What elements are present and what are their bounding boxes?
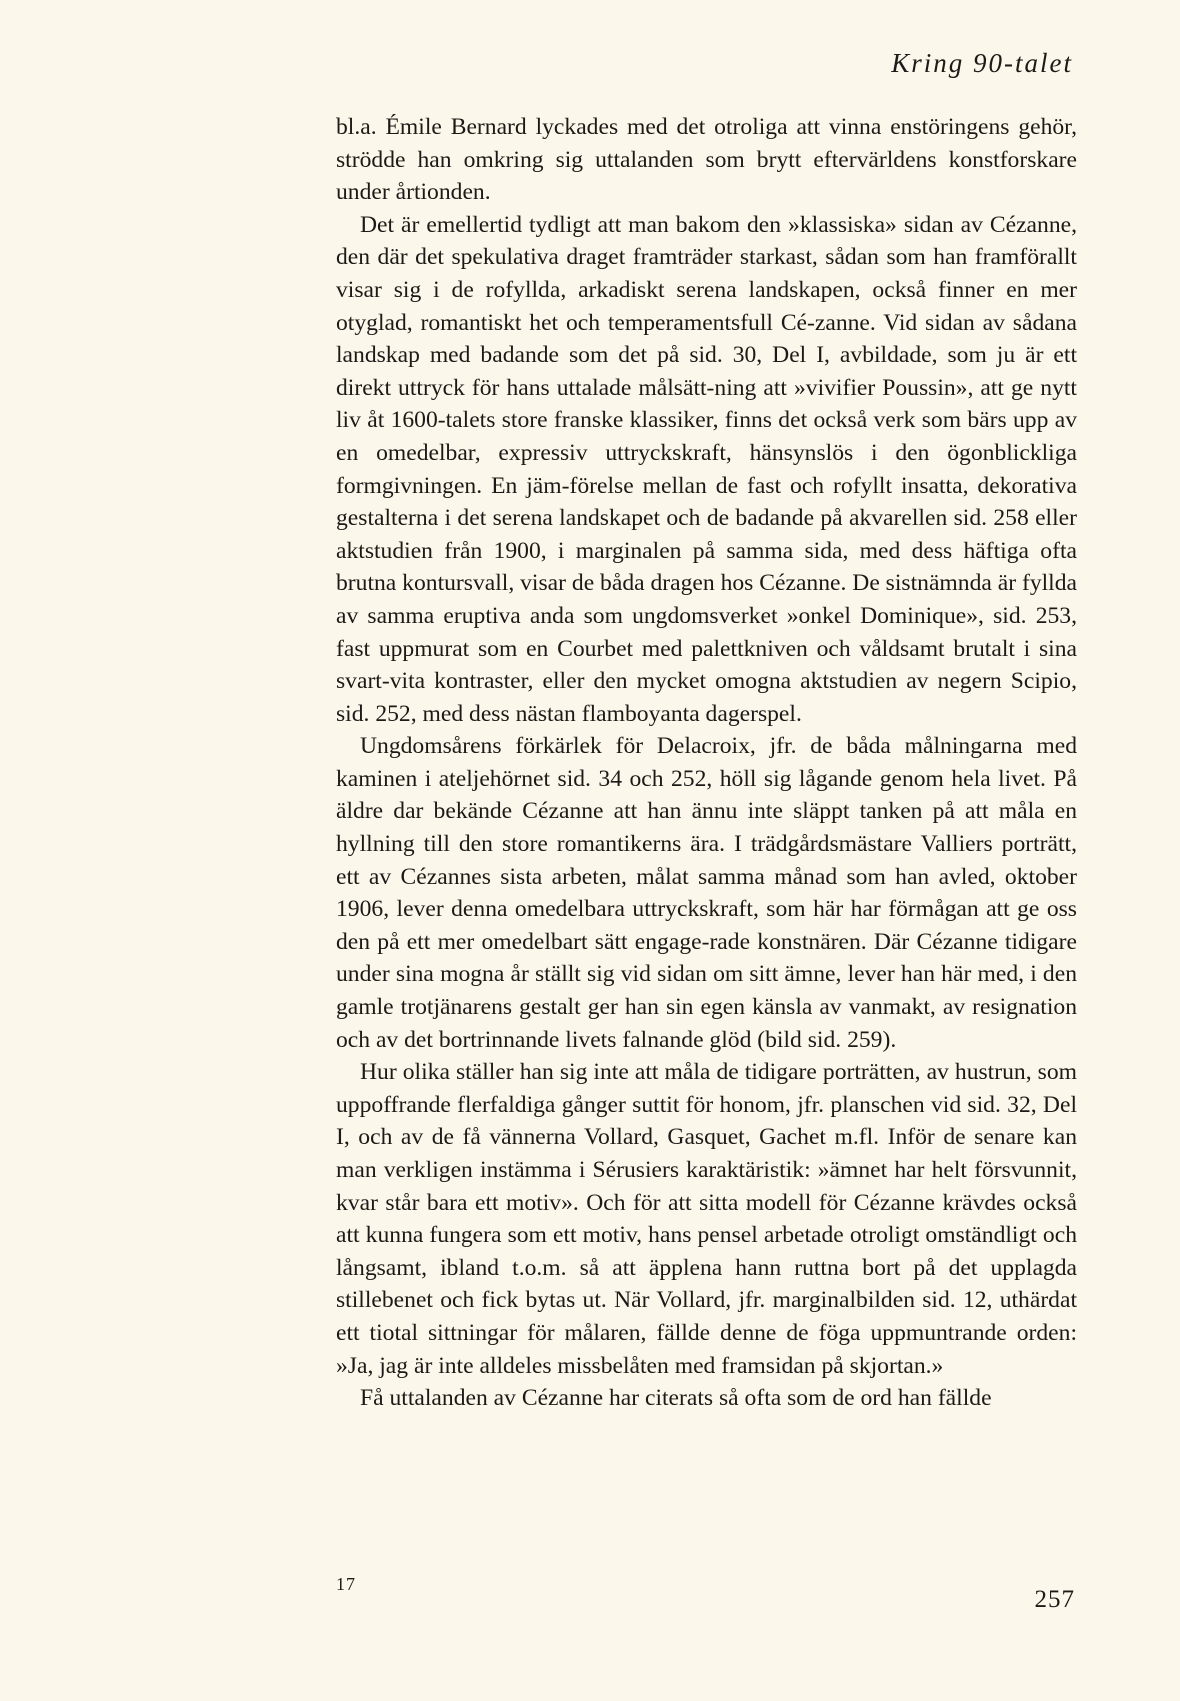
paragraph-4: Hur olika ställer han sig inte att måla de tidigare porträtten, av hustrun, som uppoffrande flerfaldiga gånger suttit för honom, jfr. planschen vid sid. 32, Del I, och av de få vännerna Vollard, Gasquet, Gachet m.fl. Inför de senare kan man verkligen instämma i Sérusiers karaktäristik: »ämnet har helt försvunnit, kvar står bara ett motiv». Och för att sitta modell för Cézanne krävdes också att kunna fungera som ett motiv, hans pensel arbetade otroligt omständligt och långsamt, ibland t.o.m. så att äpplena hann ruttna bort på det upplagda stillebenet och fick bytas ut. När Vollard, jfr. marginalbilden sid. 12, uthärdat ett tiotal sittningar för målaren, fällde denne de föga uppmuntrande orden: »Ja, jag är inte alldeles missbelåten med framsidan på skjortan.» — [336, 1059, 1077, 1379]
page-number: 257 — [1034, 1586, 1075, 1613]
signature-mark: 17 — [336, 1574, 356, 1594]
paragraph-5: Få uttalanden av Cézanne har citerats så ofta som de ord han fällde — [360, 1385, 992, 1412]
running-head: Kring 90-talet — [891, 48, 1073, 78]
paragraph-3: Ungdomsårens förkärlek för Delacroix, jfr. de båda målningarna med kaminen i ateljehörnet sid. 34 och 252, höll sig lågande genom hela livet. På äldre dar bekände Cézanne att han ännu inte släppt tanken på att måla en hyllning till den store romantikerns ära. I trädgårdsmästare Valliers porträtt, ett av Cézannes sista arbeten, målat samma månad som han avled, oktober 1906, lever denna omedelbara uttryckskraft, som här har förmågan att ge oss den på ett mer omedelbart sätt engage-rade konstnären. Där Cézanne tidigare under sina mogna år ställt sig vid sidan om sitt ämne, lever han här med, i den gamle trotjänarens gestalt ger han sin egen känsla av vanmakt, av resignation och av det bortrinnande livets falnande glöd (bild sid. 259). — [336, 733, 1077, 1053]
paragraph-1: bl.a. Émile Bernard lyckades med det otroliga att vinna enstöringens gehör, strödde han omkring sig uttalanden som brytt eftervärldens konstforskare under årtionden. — [336, 114, 1077, 206]
body-text — [336, 111, 1077, 1415]
paragraph-2: Det är emellertid tydligt att man bakom den »klassiska» sidan av Cézanne, den där det spekulativa draget framträder starkast, sådan som han framförallt visar sig i de rofyllda, arkadiskt serena landskapen, också finner en mer otyglad, romantiskt het och temperamentsfull Cé-zanne. Vid sidan av sådana landskap med badande som det på sid. 30, Del I, avbildade, som ju är ett direkt uttryck för hans uttalade målsätt-ning att »vivifier Poussin», att ge nytt liv åt 1600-talets store franske klassiker, finns det också verk som bärs upp av en omedelbar, expressiv uttryckskraft, hänsynslös i den ögonblickliga formgivningen. En jäm-förelse mellan de fast och rofyllt insatta, dekorativa gestalterna i det serena landskapet och de badande på akvarellen sid. 258 eller aktstudien från 1900, i marginalen på samma sida, med dess häftiga ofta brutna kontursvall, visar de båda dragen hos Cézanne. De sistnämnda är fyllda av samma eruptiva anda som ungdomsverket »onkel Dominique», sid. 253, fast uppmurat som en Courbet med palettkniven och våldsamt brutalt i sina svart-vita kontraster, eller den mycket omogna aktstudien av negern Scipio, sid. 252, med dess nästan flamboyanta dagerspel. — [336, 211, 1078, 727]
